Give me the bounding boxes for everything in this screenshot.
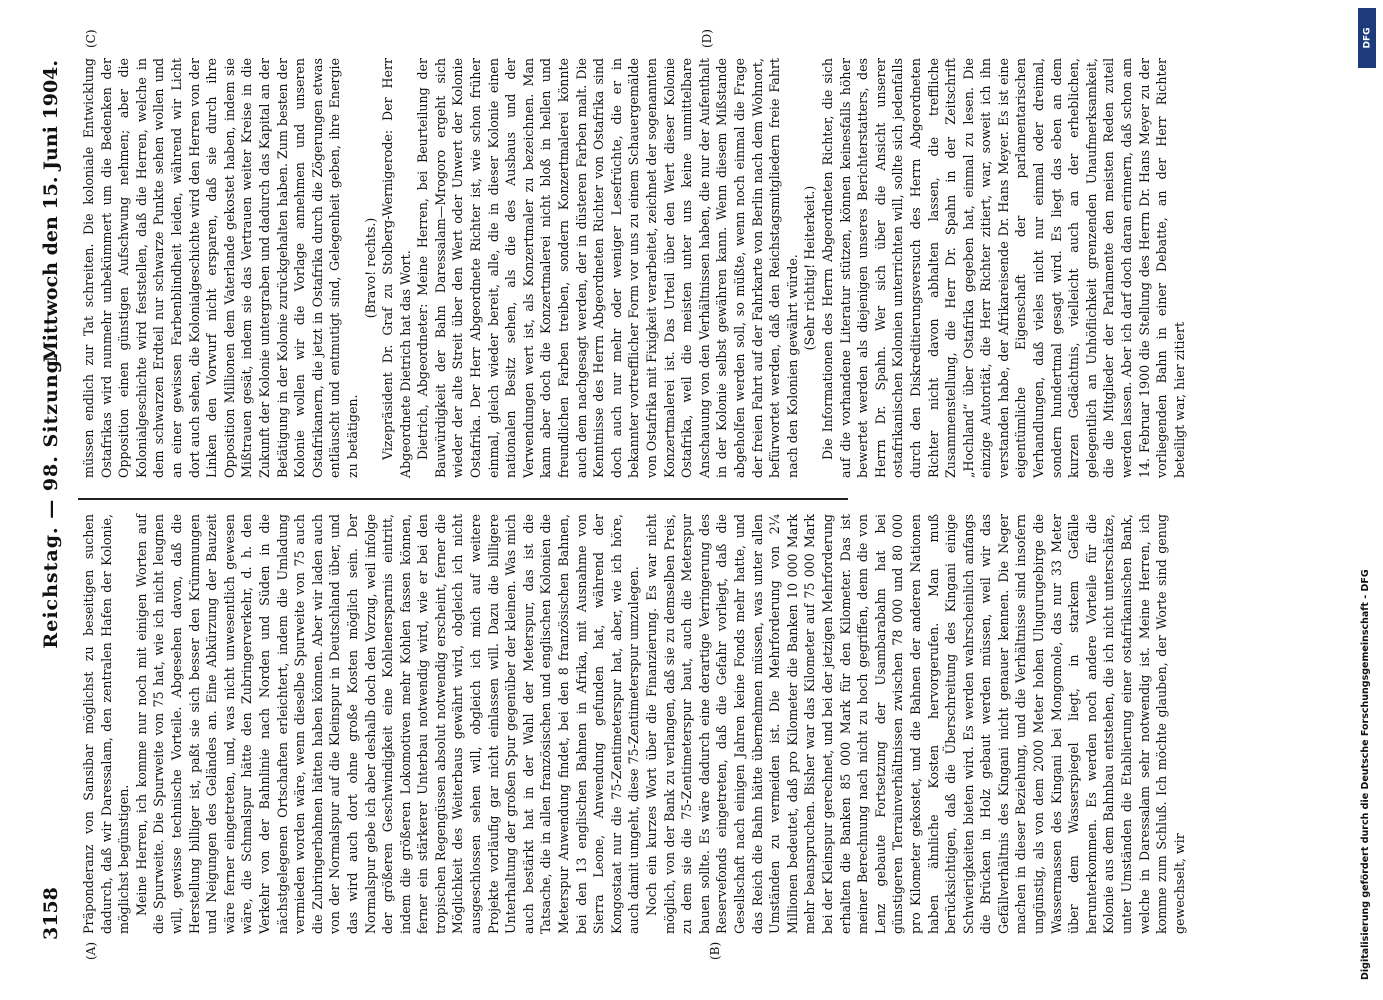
- paragraph: müssen endlich zur Tat schreiten. Die koloniale Entwicklung Ostafrikas wird nunmehr unbekümmert um die Bedenken der Opposition einen günstigen Aufschwung nehmen; aber die Kolonialgeschichte wird feststellen, daß die Herren, welche in dem schwarzen Erdteil nur schwarze Punkte sehen wollen und an einer gewissen Farbenblindheit leiden, während wir Licht dort auch sehen, die Kolonialgeschichte wird den Herren von der Linken den Vorwurf nicht ersparen, daß sie durch ihre Opposition Millionen dem Vaterlande gekostet haben, indem sie Mißtrauen gesät, indem sie das Vertrauen weiter Kreise in die Zukunft der Kolonie untergraben und dadurch das Kapital an der Betätigung in der Kolonie zurückgehalten haben. Zum besten der Kolonie wollen wir die Vorlage annehmen und unseren Ostafrikanern, die jetzt in Ostafrika durch die Zögerungen etwas entläuscht und entmutigt sind, Gelegenheit geben, ihre Energie zu betätigen.: [81, 58, 360, 478]
- paragraph: Dietrich, Abgeordneter: Meine Herren, bei Beurteilung der Bauwürdigkeit der Bahn Daressalam—Mrogoro ergeht sich wieder der alte Streit über den Wert oder Unwert der Kolonie Ostafrika. Der Herr Abgeordnete Richter ist, wie schon früher einmal, gleich wieder bereit, alle, die in dieser Kolonie einen nationalen Besitz sehen, als die des Ausbaus und der Verwendungen wert ist, als Konzertmaler zu bezeichnen. Man kann aber doch die Konzertmalerei nicht bloß in hellen und freundlichen Farben treiben, sondern Konzertmalerei könnte auch dem nachgesagt werden, der in düsteren Farben malt. Die Kenntnisse des Herrn Abgeordneten Richter von Ostafrika sind doch auch nur mehr oder weniger Lesefrüchte, die er in bekannter vortrefflicher Form vor uns zu einem Schauergemälde von Ostafrika mit Fixigkeit verarbeitet, zeichnet der sogenannten Konzertmalerei ist. Das Urteil über den Wert dieser Kolonie Ostafrika, weil die meisten unter uns keine unmittelbare Anschauung von den Verhältnissen haben, die nur der Aufenthalt in der Kolonie selbst gewähren kann. Wenn diesem Mißstande abgeholfen werden soll, so müßte, wenn noch einmal die Frage der freien Fahrt auf der Fahrkarte von Berlin nach dem Wohnort, befürwortet werden, daß den Reichstagsmitgliedern freie Fahrt nach den Kolonien gewährt würde.: [415, 58, 800, 478]
- paragraph: Vizepräsident Dr. Graf zu Stolberg-Wernigerode: Der Herr Abgeordnete Dietrich hat das Wort.: [380, 58, 413, 478]
- paragraph: Präponderanz von Sansibar möglichst zu beseitigen suchen dadurch, daß wir Daressalam, den zentralen Hafen der Kolonie, möglichst begünstigen.: [81, 514, 132, 934]
- margin-marker-d: (D): [700, 29, 714, 48]
- interjection: (Bravo! rechts.): [362, 217, 378, 319]
- page-number: 3158: [40, 887, 62, 940]
- paragraph: Noch ein kurzes Wort über die Finanzierung. Es war nicht möglich, von der Bank zu verlangen, daß sie zu demselben Preis, zu dem sie die 75-Zentimeterspur baut, auch die Meterspur bauen sollte. Es wäre dadurch eine derartige Verringerung des Reservefonds eingetreten, daß die Gefahr vorliegt, daß die Gesellschaft nach einigen Jahren keine Fonds mehr hatte, und das Reich die Bahn hätte übernehmen müssen, was unter allen Umständen zu vermeiden ist. Die Mehrforderung von 2¼ Millionen bedeutet, daß pro Kilometer die Banken 10 000 Mark mehr beanspruchen. Bisher war das Kilometer auf 75 000 Mark bei der Kleinspur gerechnet, und bei der jetzigen Mehrforderung erhalten die Banken 85 000 Mark für den Kilometer. Das ist meiner Berechnung nach nicht zu hoch gegriffen, denn die von Lenz gebaute Fortsetzung der Usambarabahn hat bei günstigeren Terrainverhältnissen zwischen 78 000 und 80 000 pro Kilometer gekostet, und die Bahnen der anderen Nationen haben ähnliche Kosten hervorgerufen. Man muß berücksichtigen, daß die Überschreitung des Kingani einige Schwierigkeiten bieten wird. Es werden wahrscheinlich anfangs die Brücken in Holz gebaut werden müssen, weil wir das Gefällverhältnis des Kingani nicht genauer kennen. Die Neger machen in dieser Beziehung, und die Verhältnisse sind insofern ungünstig, als von dem 2000 Meter hohen Ulugurugebirge die Wassermassen des Kingani bei Mongomole, das nur 33 Meter über dem Wasserspiegel liegt, in starkem Gefälle herunterkommen. Es werden noch andere Vorteile für die Kolonie aus dem Bahnbau entstehen, die ich nicht unterschätze, unter Umständen die Etablierung einer ostafrikanischen Bank, welche in Daressalam sehr notwendig ist. Meine Herren, ich komme zum Schluß. Ich möchte glauben, der Worte sind genug gewechselt, wir: [644, 514, 1187, 934]
- right-column: [80, 58, 1188, 478]
- page-header: [40, 60, 70, 940]
- column-divider: [78, 498, 848, 500]
- margin-marker-b: (B): [708, 941, 722, 960]
- page-title: Reichstag. — 98. Sitzung.: [40, 351, 62, 649]
- page-date: Mittwoch den 15. Juni 1904.: [40, 60, 62, 363]
- margin-marker-c: (C): [84, 29, 98, 48]
- interjection: (Sehr richtig! Heiterkeit.): [802, 185, 818, 351]
- margin-marker-a: (A): [84, 941, 98, 960]
- paragraph: Meine Herren, ich komme nur noch mit einigen Worten auf die Spurweite. Die Spurweite von 75 hat, wie ich nicht leugnen will, gewisse technische Vorteile. Abgesehen davon, daß die Herstellung billiger ist, paßt sie sich besser den Krümmungen und Neigungen des Geländes an. Eine Abkürzung der Bauzeit wäre ferner eingetreten, und, was nicht unwesentlich gewesen wäre, die Schmalspur hätte den Zubringerverkehr, d. h. den Verkehr von der Bahnlinie nach Norden und Süden in die nächstgelegenen Ortschaften erleichtert, indem die Umladung vermieden worden wäre, wenn dieselbe Spurweite von 75 auch die Zubringerbahnen hätten haben können. Aber wir laden auch von der Normalspur auf die Kleinspur in Deutschland über, und das wird auch dort ohne große Kosten möglich sein. Der Normalspur gebe ich aber deshalb doch den Vorzug, weil infolge der größeren Geschwindigkeit eine Kohlenersparnis eintritt, indem die größeren Lokomotiven mehr Kohlen fassen können, ferner ein stärkerer Unterbau notwendig wird, wie er bei den tropischen Regengüssen absolut notwendig erscheint, ferner die Möglichkeit des Weiterbaus gewährt wird, obgleich ich nicht ausgeschlossen sehen will, obgleich ich mich auf weitere Projekte vorläufig gar nicht einlassen will. Dazu die billigere Unterhaltung der großen Spur gegenüber der kleinen. Was mich auch bestärkt hat in der Wahl der Meterspur, das ist die Tatsache, die in allen französischen und englischen Kolonien die Meterspur Anwendung findet, bei den 8 französischen Bahnen, bei den 13 englischen Bahnen in Afrika, mit Ausnahme von Sierra Leone, Anwendung gefunden hat, während der Kongostaat nur die 75-Zentimeterspur hat, aber, wie ich höre, auch damit umgeht, diese 75-Zentimeterspur umzulegen.: [133, 514, 642, 934]
- dfg-logo: DFG: [1358, 8, 1376, 68]
- paragraph: Die Informationen des Herrn Abgeordneten Richter, die sich auf die vorhandene Literatur stützen, können keinesfalls höher bewertet werden als diejenigen unseres Berichterstatters, des Herrn Dr. Spahn. Wer sich über die Ansicht unserer ostafrikanischen Kolonien unterrichten will, sollte sich jedenfalls durch den Diskreditierungsversuch des Herrn Abgeordneten Richter nicht davon abhalten lassen, die treffliche Zusammenstellung, die Herr Dr. Spahn in der Zeitschrift „Hochland“ über Ostafrika gegeben hat, einmal zu lesen. Die einzige Autorität, die Herr Richter zitiert, war, soweit ich ihn verstanden habe, der Afrikareisende Dr. Hans Meyer. Es ist eine eigentümliche Eigenschaft der parlamentarischen Verhandlungen, daß vieles nicht nur einmal oder dreimal, sondern hundertmal gesagt wird. Es liegt das eben an dem kurzen Gedächtnis, vielleicht auch an der erheblichen, gelegentlich an Unhöflichkeit grenzenden Unaufmerksamkeit, die die Mitglieder der Parlamente den meisten Reden zuteil werden lassen. Aber ich darf doch daran erinnern, daß schon am 14. Februar 1900 die Stellung des Herrn Dr. Hans Meyer zu der vorliegenden Bahn in einer Debatte, an der Herr Richter beteiligt war, hier zitiert: [819, 58, 1187, 478]
- digitization-note: Digitalisierung gefördert durch die Deutsche Forschungsgemeinschaft - DFG: [1360, 569, 1371, 980]
- left-column: [80, 514, 1188, 934]
